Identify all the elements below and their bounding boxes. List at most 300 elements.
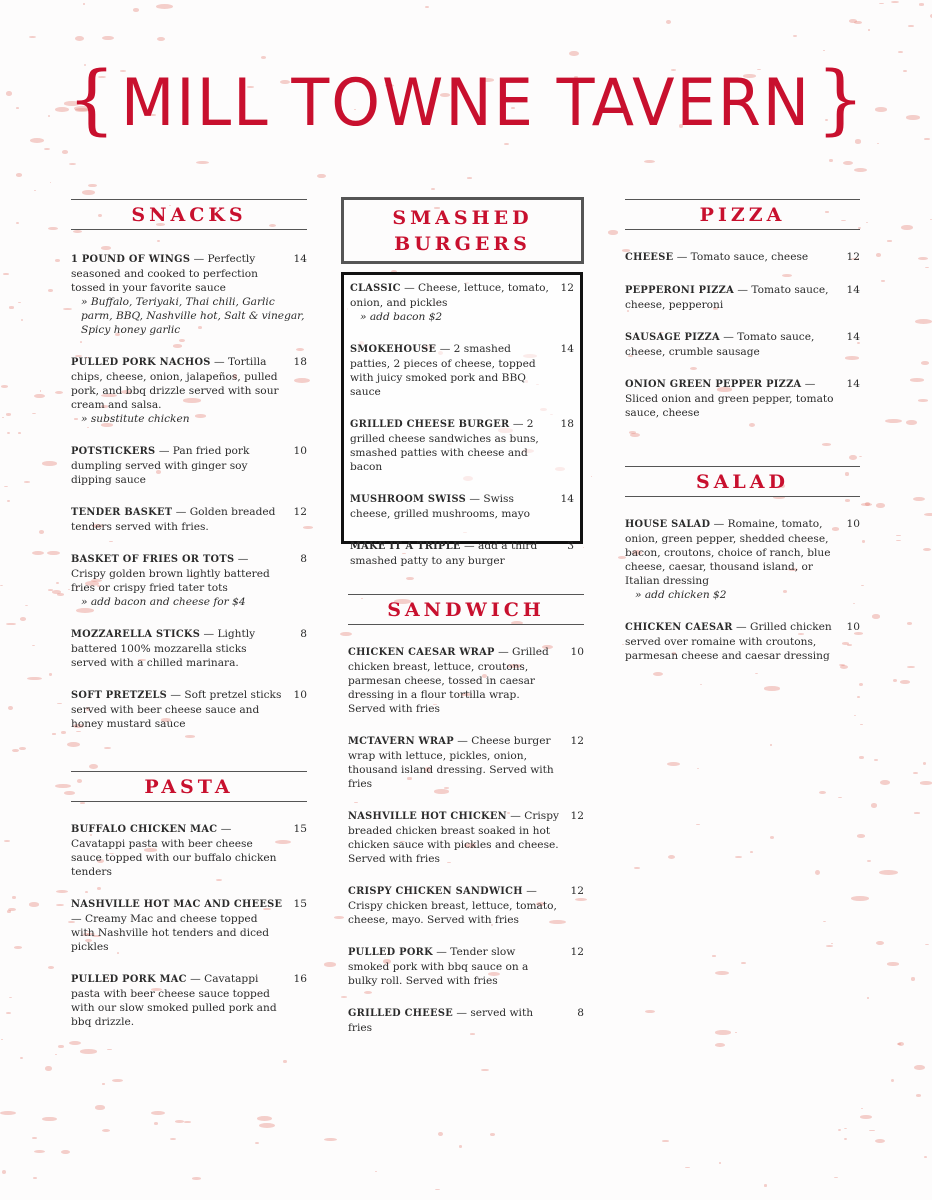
item-price: 10: [293, 689, 307, 701]
splatter-dot: [107, 1049, 112, 1050]
splatter-dot: [52, 733, 55, 734]
item-note: » substitute chicken: [81, 413, 190, 425]
item-name: SAUSAGE PIZZA: [625, 332, 720, 343]
splatter-dot: [55, 1054, 57, 1055]
splatter-dot: [324, 1138, 337, 1141]
item-price: 12: [846, 251, 860, 263]
splatter-dot: [82, 190, 95, 195]
item-description: — Soft pretzel sticks served with beer cheese sauce and honey mustard sauce: [71, 689, 282, 730]
splatter-dot: [925, 944, 929, 945]
splatter-dot: [735, 856, 742, 858]
splatter-dot: [608, 230, 618, 234]
item-description: — Crispy golden brown lightly battered fries or crispy fried tater tots: [71, 553, 270, 594]
item-note: » add chicken $2: [635, 589, 727, 601]
item-price: 14: [293, 253, 307, 265]
splatter-dot: [862, 540, 865, 543]
splatter-dot: [80, 1049, 97, 1054]
pizza-header: PIZZA: [625, 199, 860, 230]
splatter-dot: [334, 916, 345, 919]
splatter-dot: [891, 1, 899, 3]
splatter-dot: [8, 706, 13, 710]
pizza-menu-item: [625, 250, 860, 265]
splatter-dot: [154, 1122, 158, 1125]
sandwich-menu-item: [348, 945, 584, 988]
splatter-dot: [16, 222, 19, 224]
snacks-header: SNACKS: [71, 199, 307, 230]
splatter-dot: [915, 319, 932, 324]
splatter-dot: [859, 456, 863, 457]
splatter-dot: [324, 962, 336, 966]
splatter-dot: [32, 1137, 37, 1139]
splatter-dot: [33, 1177, 37, 1179]
splatter-dot: [196, 161, 209, 164]
splatter-dot: [887, 240, 892, 241]
splatter-dot: [925, 267, 929, 268]
splatter-dot: [48, 227, 58, 231]
splatter-dot: [741, 962, 746, 964]
splatter-dot: [42, 1117, 56, 1122]
splatter-dot: [42, 461, 57, 466]
splatter-dot: [907, 622, 912, 625]
splatter-dot: [7, 432, 11, 435]
item-name: PULLED PORK MAC: [71, 974, 187, 985]
splatter-dot: [914, 812, 919, 814]
splatter-dot: [844, 1128, 848, 1129]
item-price: 8: [577, 1007, 584, 1019]
splatter-dot: [48, 289, 53, 292]
splatter-dot: [12, 896, 16, 900]
splatter-dot: [6, 413, 11, 415]
splatter-dot: [192, 1177, 201, 1180]
splatter-dot: [283, 1060, 287, 1064]
splatter-dot: [255, 1142, 259, 1144]
item-description: — Tender slow smoked pork with bbq sauce on a bulky roll. Served with fries: [348, 946, 529, 987]
splatter-dot: [32, 551, 44, 555]
splatter-dot: [24, 481, 30, 483]
splatter-dot: [901, 225, 912, 229]
splatter-dot: [21, 319, 23, 321]
item-name: HOUSE SALAD: [625, 519, 711, 530]
item-description: — add a third smashed patty to any burger: [350, 540, 538, 567]
pasta-menu-item: [71, 897, 307, 954]
splatter-dot: [49, 673, 53, 676]
splatter-dot: [88, 184, 96, 187]
splatter-dot: [55, 391, 63, 394]
splatter-dot: [815, 870, 820, 875]
item-price: 18: [560, 418, 574, 430]
splatter-dot: [770, 836, 774, 839]
item-price: 10: [846, 518, 860, 530]
splatter-dot: [425, 6, 429, 8]
splatter-dot: [435, 1189, 440, 1191]
splatter-dot: [32, 645, 35, 646]
splatter-dot: [859, 683, 863, 686]
item-price: 12: [570, 810, 584, 822]
splatter-dot: [102, 36, 114, 41]
splatter-dot: [913, 772, 919, 774]
splatter-dot: [2, 1170, 6, 1174]
splatter-dot: [793, 35, 797, 37]
burgers-list: [350, 281, 586, 586]
splatter-dot: [906, 420, 917, 425]
pasta-menu-item: [71, 972, 307, 1029]
pasta-list: [71, 822, 307, 1029]
item-description: — Crispy breaded chicken breast soaked in hot chicken sauce with pickles and cheese. Served with fries: [348, 810, 559, 865]
item-price: 8: [300, 553, 307, 565]
splatter-dot: [7, 500, 10, 502]
splatter-dot: [39, 530, 44, 534]
splatter-dot: [860, 1115, 872, 1119]
item-note: » add bacon and cheese for $4: [81, 596, 246, 608]
item-name: CHEESE: [625, 252, 674, 263]
splatter-dot: [102, 1083, 105, 1084]
splatter-dot: [857, 696, 861, 699]
snacks-menu-item: [71, 688, 307, 731]
item-description: — 2 grilled cheese sandwiches as buns, smashed patties with cheese and bacon: [350, 418, 539, 473]
splatter-dot: [44, 148, 50, 150]
splatter-dot: [20, 1057, 22, 1059]
splatter-dot: [854, 715, 856, 716]
item-name: GRILLED CHEESE: [348, 1008, 453, 1019]
item-description: — Lightly battered 100% mozzarella sticks served with a chilled marinara.: [71, 628, 256, 669]
splatter-dot: [750, 851, 753, 853]
item-description: — Romaine, tomato, onion, green pepper, shedded cheese, bacon, croutons, choice of ranch, blue cheese, caesar, thousand island, or Italian dressing: [625, 518, 831, 587]
splatter-dot: [1, 1039, 3, 1041]
splatter-dot: [913, 497, 924, 501]
splatter-dot: [924, 513, 932, 516]
splatter-dot: [838, 1129, 841, 1131]
splatter-dot: [341, 996, 347, 998]
splatter-dot: [891, 1079, 894, 1082]
sandwich-menu-item: [348, 734, 584, 791]
item-name: NASHVILLE HOT CHICKEN: [348, 811, 507, 822]
item-description: — Grilled chicken served over romaine with croutons, parmesan cheese and caesar dressing: [625, 621, 832, 662]
splatter-dot: [910, 378, 924, 382]
splatter-dot: [826, 945, 834, 947]
snacks-section: [71, 199, 307, 749]
splatter-dot: [170, 1138, 176, 1140]
splatter-dot: [47, 551, 60, 556]
splatter-dot: [9, 997, 12, 998]
splatter-dot: [697, 768, 699, 769]
splatter-dot: [920, 781, 932, 784]
splatter-dot: [865, 502, 870, 506]
splatter-dot: [68, 589, 71, 590]
splatter-dot: [431, 188, 435, 190]
splatter-dot: [918, 257, 928, 260]
splatter-dot: [133, 8, 139, 11]
splatter-dot: [634, 867, 640, 869]
burgers-menu-item: [350, 281, 574, 324]
splatter-dot: [879, 870, 897, 875]
item-price: 15: [293, 823, 307, 835]
splatter-dot: [696, 824, 700, 825]
splatter-dot: [32, 413, 36, 414]
item-price: 15: [293, 898, 307, 910]
item-description: — Grilled chicken breast, lettuce, croutons, parmesan cheese, tossed in caesar dressing in a flour tortilla wrap. Served with fries: [348, 646, 549, 715]
splatter-dot: [859, 756, 864, 760]
splatter-dot: [56, 582, 59, 584]
restaurant-title: [0, 54, 932, 147]
item-price: 3: [567, 540, 574, 552]
splatter-dot: [83, 3, 86, 5]
splatter-dot: [885, 419, 902, 423]
splatter-dot: [719, 1162, 722, 1164]
splatter-dot: [879, 3, 884, 4]
splatter-dot: [857, 834, 866, 838]
item-name: CRISPY CHICKEN SANDWICH: [348, 886, 523, 897]
item-description: — served with fries: [348, 1007, 534, 1034]
splatter-dot: [57, 703, 63, 704]
item-description: — Cheese burger wrap with lettuce, pickles, onion, thousand island dressing. Served with fries: [348, 735, 554, 790]
splatter-dot: [2, 417, 5, 418]
pasta-section: [71, 771, 307, 1047]
item-name: PULLED PORK NACHOS: [71, 357, 211, 368]
burgers-box: [341, 272, 583, 567]
splatter-dot: [375, 1171, 377, 1173]
splatter-dot: [16, 173, 22, 177]
item-price: 12: [293, 506, 307, 518]
item-price: 12: [570, 885, 584, 897]
splatter-dot: [95, 1105, 104, 1109]
salad-section: [625, 466, 860, 681]
splatter-dot: [0, 585, 3, 586]
splatter-dot: [58, 1045, 63, 1048]
item-name: POTSTICKERS: [71, 446, 156, 457]
splatter-dot: [317, 174, 326, 179]
splatter-dot: [834, 1177, 838, 1178]
splatter-dot: [914, 1065, 924, 1070]
pasta-menu-item: [71, 822, 307, 879]
splatter-dot: [918, 399, 928, 402]
item-name: PULLED PORK: [348, 947, 433, 958]
burgers-menu-item: [350, 492, 574, 521]
item-description: — Tomato sauce, cheese: [676, 251, 809, 263]
splatter-dot: [876, 941, 884, 945]
item-description: — Cheese, lettuce, tomato, onion, and pickles: [350, 282, 549, 309]
splatter-dot: [715, 1043, 724, 1047]
sandwich-menu-item: [348, 809, 584, 866]
splatter-dot: [876, 503, 885, 508]
splatter-dot: [34, 394, 44, 398]
splatter-dot: [34, 190, 36, 191]
splatter-dot: [685, 1167, 690, 1168]
splatter-dot: [849, 455, 857, 460]
splatter-dot: [6, 1012, 11, 1014]
restaurant-name: MILL TOWNE TAVERN: [120, 64, 812, 141]
sandwich-header: SANDWICH: [348, 594, 584, 625]
salad-menu-item: [625, 620, 860, 663]
splatter-dot: [50, 182, 52, 183]
splatter-dot: [860, 724, 863, 726]
splatter-dot: [764, 686, 780, 690]
salad-header: SALAD: [625, 466, 860, 497]
splatter-dot: [868, 29, 871, 30]
item-price: 14: [846, 284, 860, 296]
item-price: 16: [293, 973, 307, 985]
splatter-dot: [27, 677, 42, 681]
item-price: 10: [570, 646, 584, 658]
splatter-dot: [896, 540, 901, 542]
splatter-dot: [712, 955, 716, 956]
splatter-dot: [644, 160, 654, 163]
salad-list: [625, 517, 860, 663]
splatter-dot: [770, 744, 772, 745]
splatter-dot: [7, 910, 11, 913]
pizza-menu-item: [625, 283, 860, 312]
splatter-dot: [3, 273, 8, 275]
splatter-dot: [0, 1111, 16, 1115]
splatter-dot: [764, 1184, 768, 1186]
splatter-dot: [151, 1111, 165, 1115]
splatter-dot: [156, 4, 174, 9]
splatter-dot: [898, 1042, 904, 1046]
splatter-dot: [666, 20, 670, 24]
splatter-dot: [569, 51, 578, 56]
splatter-dot: [4, 486, 9, 488]
splatter-dot: [916, 1094, 921, 1097]
item-name: MAKE IT A TRIPLE: [350, 541, 461, 552]
splatter-dot: [851, 896, 869, 901]
item-description: — Tomato sauce, cheese, pepperoni: [625, 284, 829, 311]
splatter-dot: [9, 306, 15, 309]
splatter-dot: [923, 762, 926, 765]
splatter-dot: [921, 361, 930, 365]
item-name: TENDER BASKET: [71, 507, 173, 518]
splatter-dot: [14, 946, 22, 949]
splatter-dot: [467, 177, 472, 179]
splatter-dot: [829, 159, 833, 163]
splatter-dot: [823, 50, 825, 52]
splatter-dot: [911, 977, 915, 980]
item-price: 14: [846, 331, 860, 343]
splatter-dot: [735, 1032, 736, 1033]
item-name: BUFFALO CHICKEN MAC: [71, 824, 218, 835]
item-description: — 2 smashed patties, 2 pieces of cheese, topped with juicy smoked pork and BBQ sauce: [350, 343, 536, 398]
item-price: 10: [293, 445, 307, 457]
snacks-menu-item: [71, 252, 307, 337]
splatter-dot: [48, 966, 54, 969]
snacks-menu-item: [71, 444, 307, 487]
splatter-dot: [700, 684, 702, 685]
right-brace-ornament: }: [816, 54, 865, 143]
item-description: — Creamy Mac and cheese topped with Nashville hot tenders and diced pickles: [71, 913, 270, 953]
splatter-dot: [61, 1150, 70, 1154]
item-name: CLASSIC: [350, 283, 401, 294]
splatter-dot: [715, 971, 729, 975]
item-name: MOZZARELLA STICKS: [71, 629, 201, 640]
sandwich-menu-item: [348, 1006, 584, 1035]
splatter-dot: [459, 1145, 462, 1148]
splatter-dot: [887, 962, 898, 965]
item-description: — Tortilla chips, cheese, onion, jalapeños, pulled pork, and bbq drizzle served with sour cream and salsa.: [71, 356, 279, 411]
splatter-dot: [844, 1138, 847, 1141]
snacks-list: [71, 252, 307, 731]
splatter-dot: [667, 762, 680, 766]
splatter-dot: [25, 605, 28, 606]
splatter-dot: [881, 280, 886, 282]
splatter-dot: [867, 997, 870, 999]
burgers-header-line2: BURGERS: [394, 233, 531, 255]
splatter-dot: [923, 548, 931, 551]
splatter-dot: [56, 890, 68, 893]
item-description: — Crispy chicken breast, lettuce, tomato, cheese, mayo. Served with fries: [348, 885, 557, 926]
splatter-dot: [880, 780, 890, 785]
item-price: 8: [300, 628, 307, 640]
splatter-dot: [838, 797, 842, 798]
splatter-dot: [591, 476, 593, 477]
item-name: PEPPERONI PIZZA: [625, 285, 735, 296]
splatter-dot: [157, 37, 165, 41]
splatter-dot: [69, 163, 76, 165]
sandwich-list: [348, 645, 584, 1035]
splatter-dot: [1, 385, 8, 388]
splatter-dot: [34, 1150, 46, 1153]
splatter-dot: [18, 302, 22, 303]
item-name: CHICKEN CAESAR WRAP: [348, 647, 495, 658]
splatter-dot: [874, 759, 879, 761]
pizza-list: [625, 250, 860, 420]
sandwich-menu-item: [348, 645, 584, 716]
splatter-dot: [875, 1139, 885, 1143]
splatter-dot: [861, 585, 863, 586]
splatter-dot: [872, 614, 880, 618]
splatter-dot: [48, 589, 53, 591]
splatter-dot: [55, 784, 71, 788]
splatter-dot: [112, 1079, 123, 1082]
burgers-menu-item: [350, 342, 574, 399]
item-price: 10: [846, 621, 860, 633]
splatter-dot: [898, 51, 903, 53]
item-description: — Golden breaded tenders served with fries.: [71, 506, 276, 533]
snacks-menu-item: [71, 552, 307, 609]
splatter-dot: [869, 1130, 875, 1132]
item-name: CHICKEN CAESAR: [625, 622, 733, 633]
sandwich-menu-item: [348, 884, 584, 927]
splatter-dot: [12, 749, 19, 752]
splatter-dot: [645, 1010, 655, 1013]
pizza-menu-item: [625, 377, 860, 420]
item-name: SMOKEHOUSE: [350, 344, 437, 355]
splatter-dot: [259, 1123, 275, 1128]
item-description: — Pan fried pork dumpling served with ginger soy dipping sauce: [71, 445, 250, 486]
splatter-dot: [184, 1121, 191, 1124]
burgers-header-line1: SMASHED: [392, 207, 533, 229]
splatter-dot: [481, 1069, 489, 1071]
splatter-dot: [819, 791, 825, 794]
sandwich-section: [348, 594, 584, 1053]
item-note: » Buffalo, Teriyaki, Thai chili, Garlic parm, BBQ, Nashville hot, Salt & vinegar, Spicy honey garlic: [81, 296, 305, 336]
item-description: — Perfectly seasoned and cooked to perfection tossed in your favorite sauce: [71, 253, 258, 294]
splatter-dot: [823, 921, 826, 922]
splatter-dot: [45, 1066, 52, 1071]
splatter-dot: [919, 3, 924, 5]
snacks-menu-item: [71, 627, 307, 670]
item-name: ONION GREEN PEPPER PIZZA: [625, 379, 802, 390]
item-price: 14: [560, 343, 574, 355]
splatter-dot: [871, 803, 877, 807]
item-name: NASHVILLE HOT MAC AND CHEESE: [71, 899, 283, 910]
splatter-dot: [866, 222, 868, 223]
splatter-dot: [4, 840, 10, 842]
splatter-dot: [438, 1132, 443, 1137]
splatter-dot: [861, 1108, 863, 1109]
item-price: 12: [570, 735, 584, 747]
splatter-dot: [62, 150, 68, 154]
item-description: — Tomato sauce, cheese, crumble sausage: [625, 331, 815, 358]
item-description: — Cavatappi pasta with beer cheese sauce topped with our slow smoked pulled pork and bbq drizzle.: [71, 973, 277, 1028]
item-price: 12: [570, 946, 584, 958]
